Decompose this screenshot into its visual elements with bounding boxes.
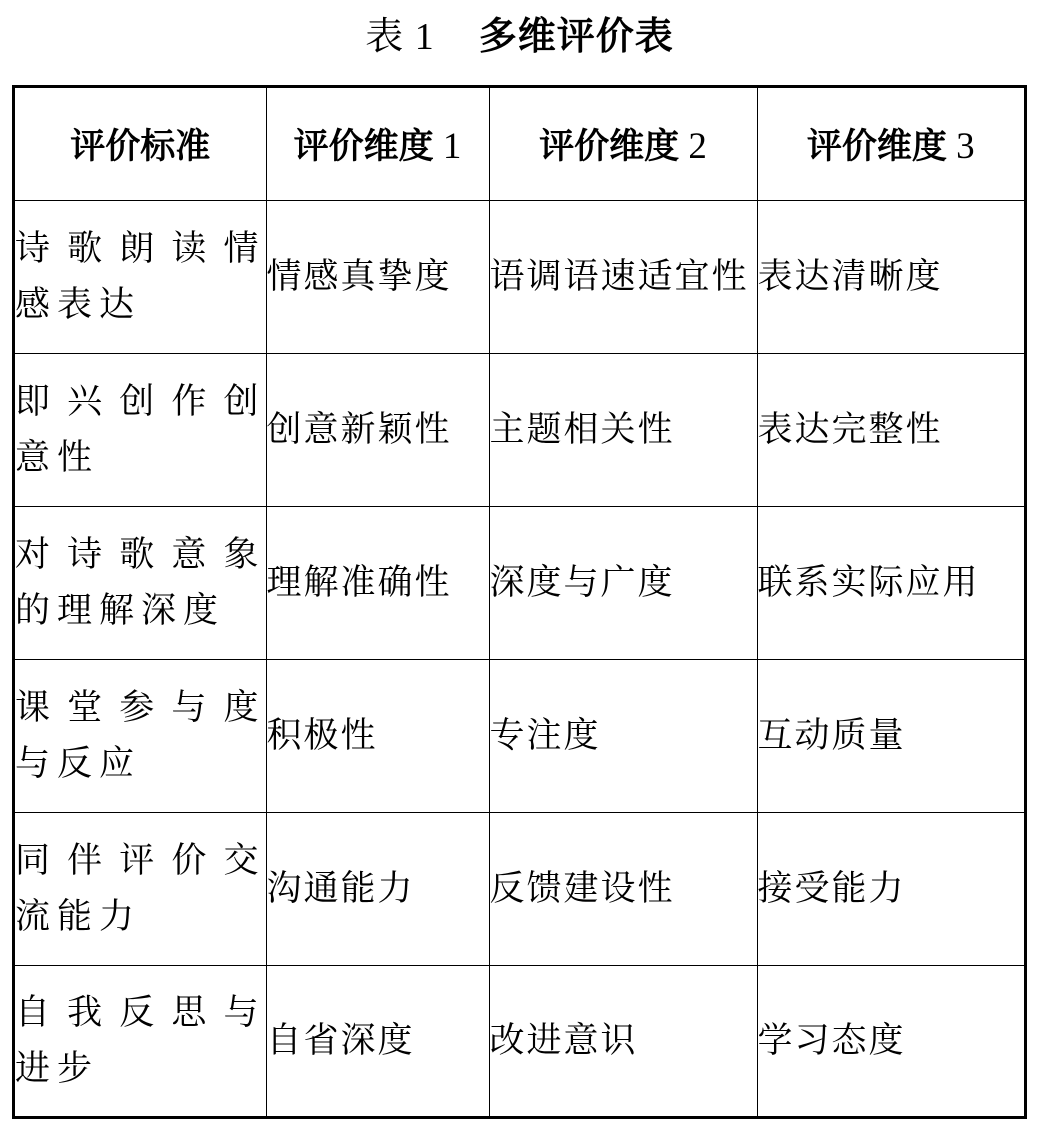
- dimension-cell: 主题相关性: [489, 353, 757, 506]
- criterion-cell: [15, 659, 266, 812]
- criterion-line: 流能力: [15, 896, 142, 937]
- table-row: [15, 200, 1024, 353]
- criterion-line: 对诗歌意象: [15, 534, 266, 575]
- column-header: 评价维度 3: [757, 88, 1024, 200]
- criterion-line: 的理解深度: [15, 590, 226, 631]
- dimension-cell: 积极性: [266, 659, 489, 812]
- criterion-line: 同伴评价交: [15, 840, 266, 881]
- dimension-cell: 接受能力: [757, 812, 1024, 965]
- table-row: [15, 506, 1024, 659]
- dimension-cell: 自省深度: [266, 965, 489, 1116]
- dimension-cell: 表达完整性: [757, 353, 1024, 506]
- column-header: 评价维度 2: [489, 88, 757, 200]
- header-number: 2: [679, 125, 707, 167]
- criterion-cell: [15, 200, 266, 353]
- dimension-cell: 改进意识: [489, 965, 757, 1116]
- criterion-line: 感表达: [15, 284, 142, 325]
- criterion-line: 意性: [15, 437, 100, 478]
- table-title: 多维评价表: [478, 14, 674, 58]
- dimension-cell: 学习态度: [757, 965, 1024, 1116]
- dimension-cell: 专注度: [489, 659, 757, 812]
- table-caption: [0, 8, 1039, 64]
- column-header: 评价标准: [15, 88, 266, 200]
- criterion-line: 即兴创作创: [15, 381, 266, 422]
- dimension-cell: 联系实际应用: [757, 506, 1024, 659]
- dimension-cell: 理解准确性: [266, 506, 489, 659]
- header-number: 3: [946, 125, 975, 167]
- dimension-cell: 反馈建设性: [489, 812, 757, 965]
- criterion-line: 进步: [15, 1048, 100, 1089]
- column-header: 评价维度 1: [266, 88, 489, 200]
- criterion-cell: [15, 353, 266, 506]
- header-number: 1: [433, 125, 462, 167]
- dimension-cell: 创意新颖性: [266, 353, 489, 506]
- dimension-cell: 互动质量: [757, 659, 1024, 812]
- table-row: [15, 659, 1024, 812]
- evaluation-table: [15, 88, 1024, 1116]
- criterion-line: 自我反思与: [15, 992, 266, 1033]
- criterion-cell: [15, 506, 266, 659]
- table-row: [15, 353, 1024, 506]
- criterion-cell: [15, 965, 266, 1116]
- evaluation-table-frame: [12, 85, 1027, 1119]
- table-number: 表 1: [365, 16, 435, 58]
- dimension-cell: 沟通能力: [266, 812, 489, 965]
- table-header-row: [15, 88, 1024, 200]
- criterion-line: 课堂参与度: [15, 687, 266, 728]
- dimension-cell: 深度与广度: [489, 506, 757, 659]
- dimension-cell: 语调语速适宜性: [489, 200, 757, 353]
- criterion-cell: [15, 812, 266, 965]
- criterion-line: 与反应: [15, 743, 142, 784]
- dimension-cell: 情感真挚度: [266, 200, 489, 353]
- table-row: [15, 965, 1024, 1116]
- table-row: [15, 812, 1024, 965]
- dimension-cell: 表达清晰度: [757, 200, 1024, 353]
- criterion-line: 诗歌朗读情: [15, 228, 266, 269]
